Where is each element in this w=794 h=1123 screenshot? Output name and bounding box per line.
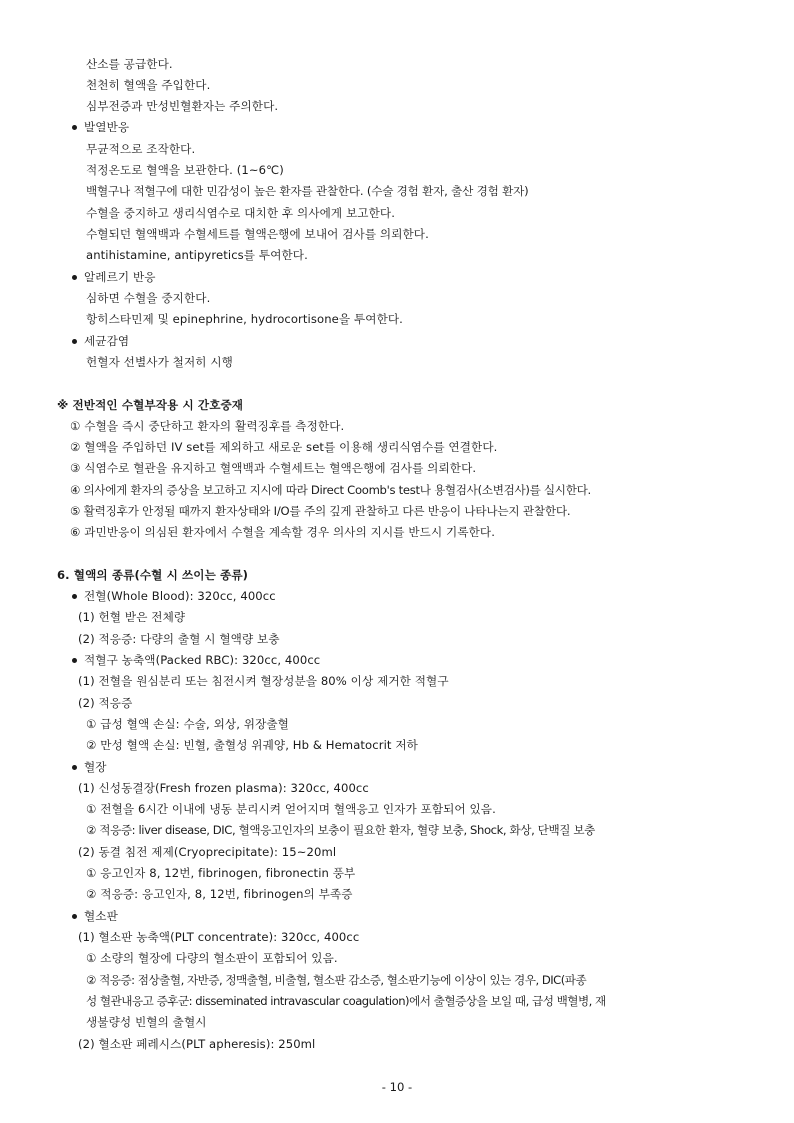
text-line: 생불량성 빈혈의 출혈시 <box>86 1015 207 1029</box>
text-line: 수혈되던 혈액백과 수혈세트를 혈액은행에 보내어 검사를 의뢰한다. <box>86 227 429 241</box>
text-line: 천천히 혈액을 주입한다. <box>86 78 211 92</box>
numbered-item: ① 수혈을 즉시 중단하고 환자의 활력징후를 측정한다. <box>70 419 345 433</box>
numbered-item: ② 혈액을 주입하던 IV set를 제외하고 새로운 set를 이용해 생리식염수를 연결한다. <box>70 440 498 454</box>
bullet-icon <box>72 275 77 280</box>
text-line: 무균적으로 조작한다. <box>86 142 196 156</box>
text-line: antihistamine, antipyretics를 투여한다. <box>86 248 308 262</box>
bullet-icon <box>72 658 77 663</box>
bullet-heading: 혈소판 <box>84 909 118 923</box>
section-heading: 6. 혈액의 종류(수혈 시 쓰이는 종류) <box>57 568 249 582</box>
bullet-icon <box>72 914 77 919</box>
text-line: ① 소량의 혈장에 다량의 혈소판이 포함되어 있음. <box>86 951 338 965</box>
text-line: (2) 적응증 <box>78 696 133 710</box>
text-line: 성 혈관내응고 증후군: disseminated intravascular coagulation)에서 출혈증상을 보일 때, 급성 백혈병, 재 <box>86 994 606 1008</box>
text-line: (1) 전혈을 원심분리 또는 침전시켜 혈장성분을 80% 이상 제거한 적혈구 <box>78 674 449 688</box>
numbered-item: ⑤ 활력징후가 안정될 때까지 환자상태와 I/O를 주의 깊게 관찰하고 다른 반응이 나타나는지 관찰한다. <box>70 504 571 518</box>
bullet-heading: 적혈구 농축액(Packed RBC): 320cc, 400cc <box>84 653 321 667</box>
text-line: (2) 혈소판 페레시스(PLT apheresis): 250ml <box>78 1037 316 1051</box>
section-heading: ※ 전반적인 수혈부작용 시 간호중재 <box>57 398 244 412</box>
text-line: (1) 혈소판 농축액(PLT concentrate): 320cc, 400cc <box>78 930 360 944</box>
bullet-heading: 전혈(Whole Blood): 320cc, 400cc <box>84 589 276 603</box>
page-number: - 10 - <box>381 1080 413 1094</box>
bullet-heading: 발열반응 <box>84 120 130 134</box>
text-line: 심하면 수혈을 중지한다. <box>86 291 211 305</box>
bullet-icon <box>72 594 77 599</box>
bullet-heading: 세균감염 <box>84 334 130 348</box>
text-line: ① 전혈을 6시간 이내에 냉동 분리시켜 얻어지며 혈액응고 인자가 포함되어 있음. <box>86 802 496 816</box>
text-line: ② 적응증: 응고인자, 8, 12번, fibrinogen의 부족증 <box>86 887 353 901</box>
text-line: 산소를 공급한다. <box>86 57 173 71</box>
text-line: ① 급성 혈액 손실: 수술, 외상, 위장출혈 <box>86 717 289 731</box>
bullet-icon <box>72 125 77 130</box>
bullet-heading: 알레르기 반응 <box>84 270 156 284</box>
bullet-heading: 혈장 <box>84 760 107 774</box>
text-line: ② 만성 혈액 손실: 빈혈, 출혈성 위궤양, Hb & Hematocrit 저하 <box>86 738 418 752</box>
text-line: (2) 동결 침전 제제(Cryoprecipitate): 15~20ml <box>78 845 337 859</box>
text-line: 백혈구나 적혈구에 대한 민감성이 높은 환자를 관찰한다. (수술 경험 환자, 출산 경험 환자) <box>86 184 529 198</box>
text-line: ② 적응증: liver disease, DIC, 혈액응고인자의 보충이 필요한 환자, 혈량 보충, Shock, 화상, 단백질 보충 <box>86 823 595 837</box>
text-line: (1) 신성동결장(Fresh frozen plasma): 320cc, 400cc <box>78 781 369 795</box>
numbered-item: ④ 의사에게 환자의 증상을 보고하고 지시에 따라 Direct Coomb's test나 용혈검사(소변검사)를 실시한다. <box>70 483 591 497</box>
text-line: (1) 헌혈 받은 전체량 <box>78 610 186 624</box>
numbered-item: ⑥ 과민반응이 의심된 환자에서 수혈을 계속할 경우 의사의 지시를 반드시 기록한다. <box>70 525 496 539</box>
text-line: 항히스타민제 및 epinephrine, hydrocortisone을 투여한다. <box>86 312 403 326</box>
text-line: 수혈을 중지하고 생리식염수로 대치한 후 의사에게 보고한다. <box>86 206 395 220</box>
numbered-item: ③ 식염수로 혈관을 유지하고 혈액백과 수혈세트는 혈액은행에 검사를 의뢰한다. <box>70 461 477 475</box>
text-line: 심부전증과 만성빈혈환자는 주의한다. <box>86 99 279 113</box>
text-line: (2) 적응증: 다량의 출혈 시 혈액량 보충 <box>78 632 280 646</box>
text-line: 적정온도로 혈액을 보관한다. (1~6℃) <box>86 163 284 177</box>
text-line: ② 적응증: 점상출혈, 자반증, 정맥출혈, 비출혈, 혈소판 감소증, 혈소판기능에 이상이 있는 경우, DIC(파종 <box>86 973 587 987</box>
text-line: 헌혈자 선별사가 철저히 시행 <box>86 355 233 369</box>
text-line: ① 응고인자 8, 12번, fibrinogen, fibronectin 풍부 <box>86 866 356 880</box>
bullet-icon <box>72 339 77 344</box>
bullet-icon <box>72 765 77 770</box>
